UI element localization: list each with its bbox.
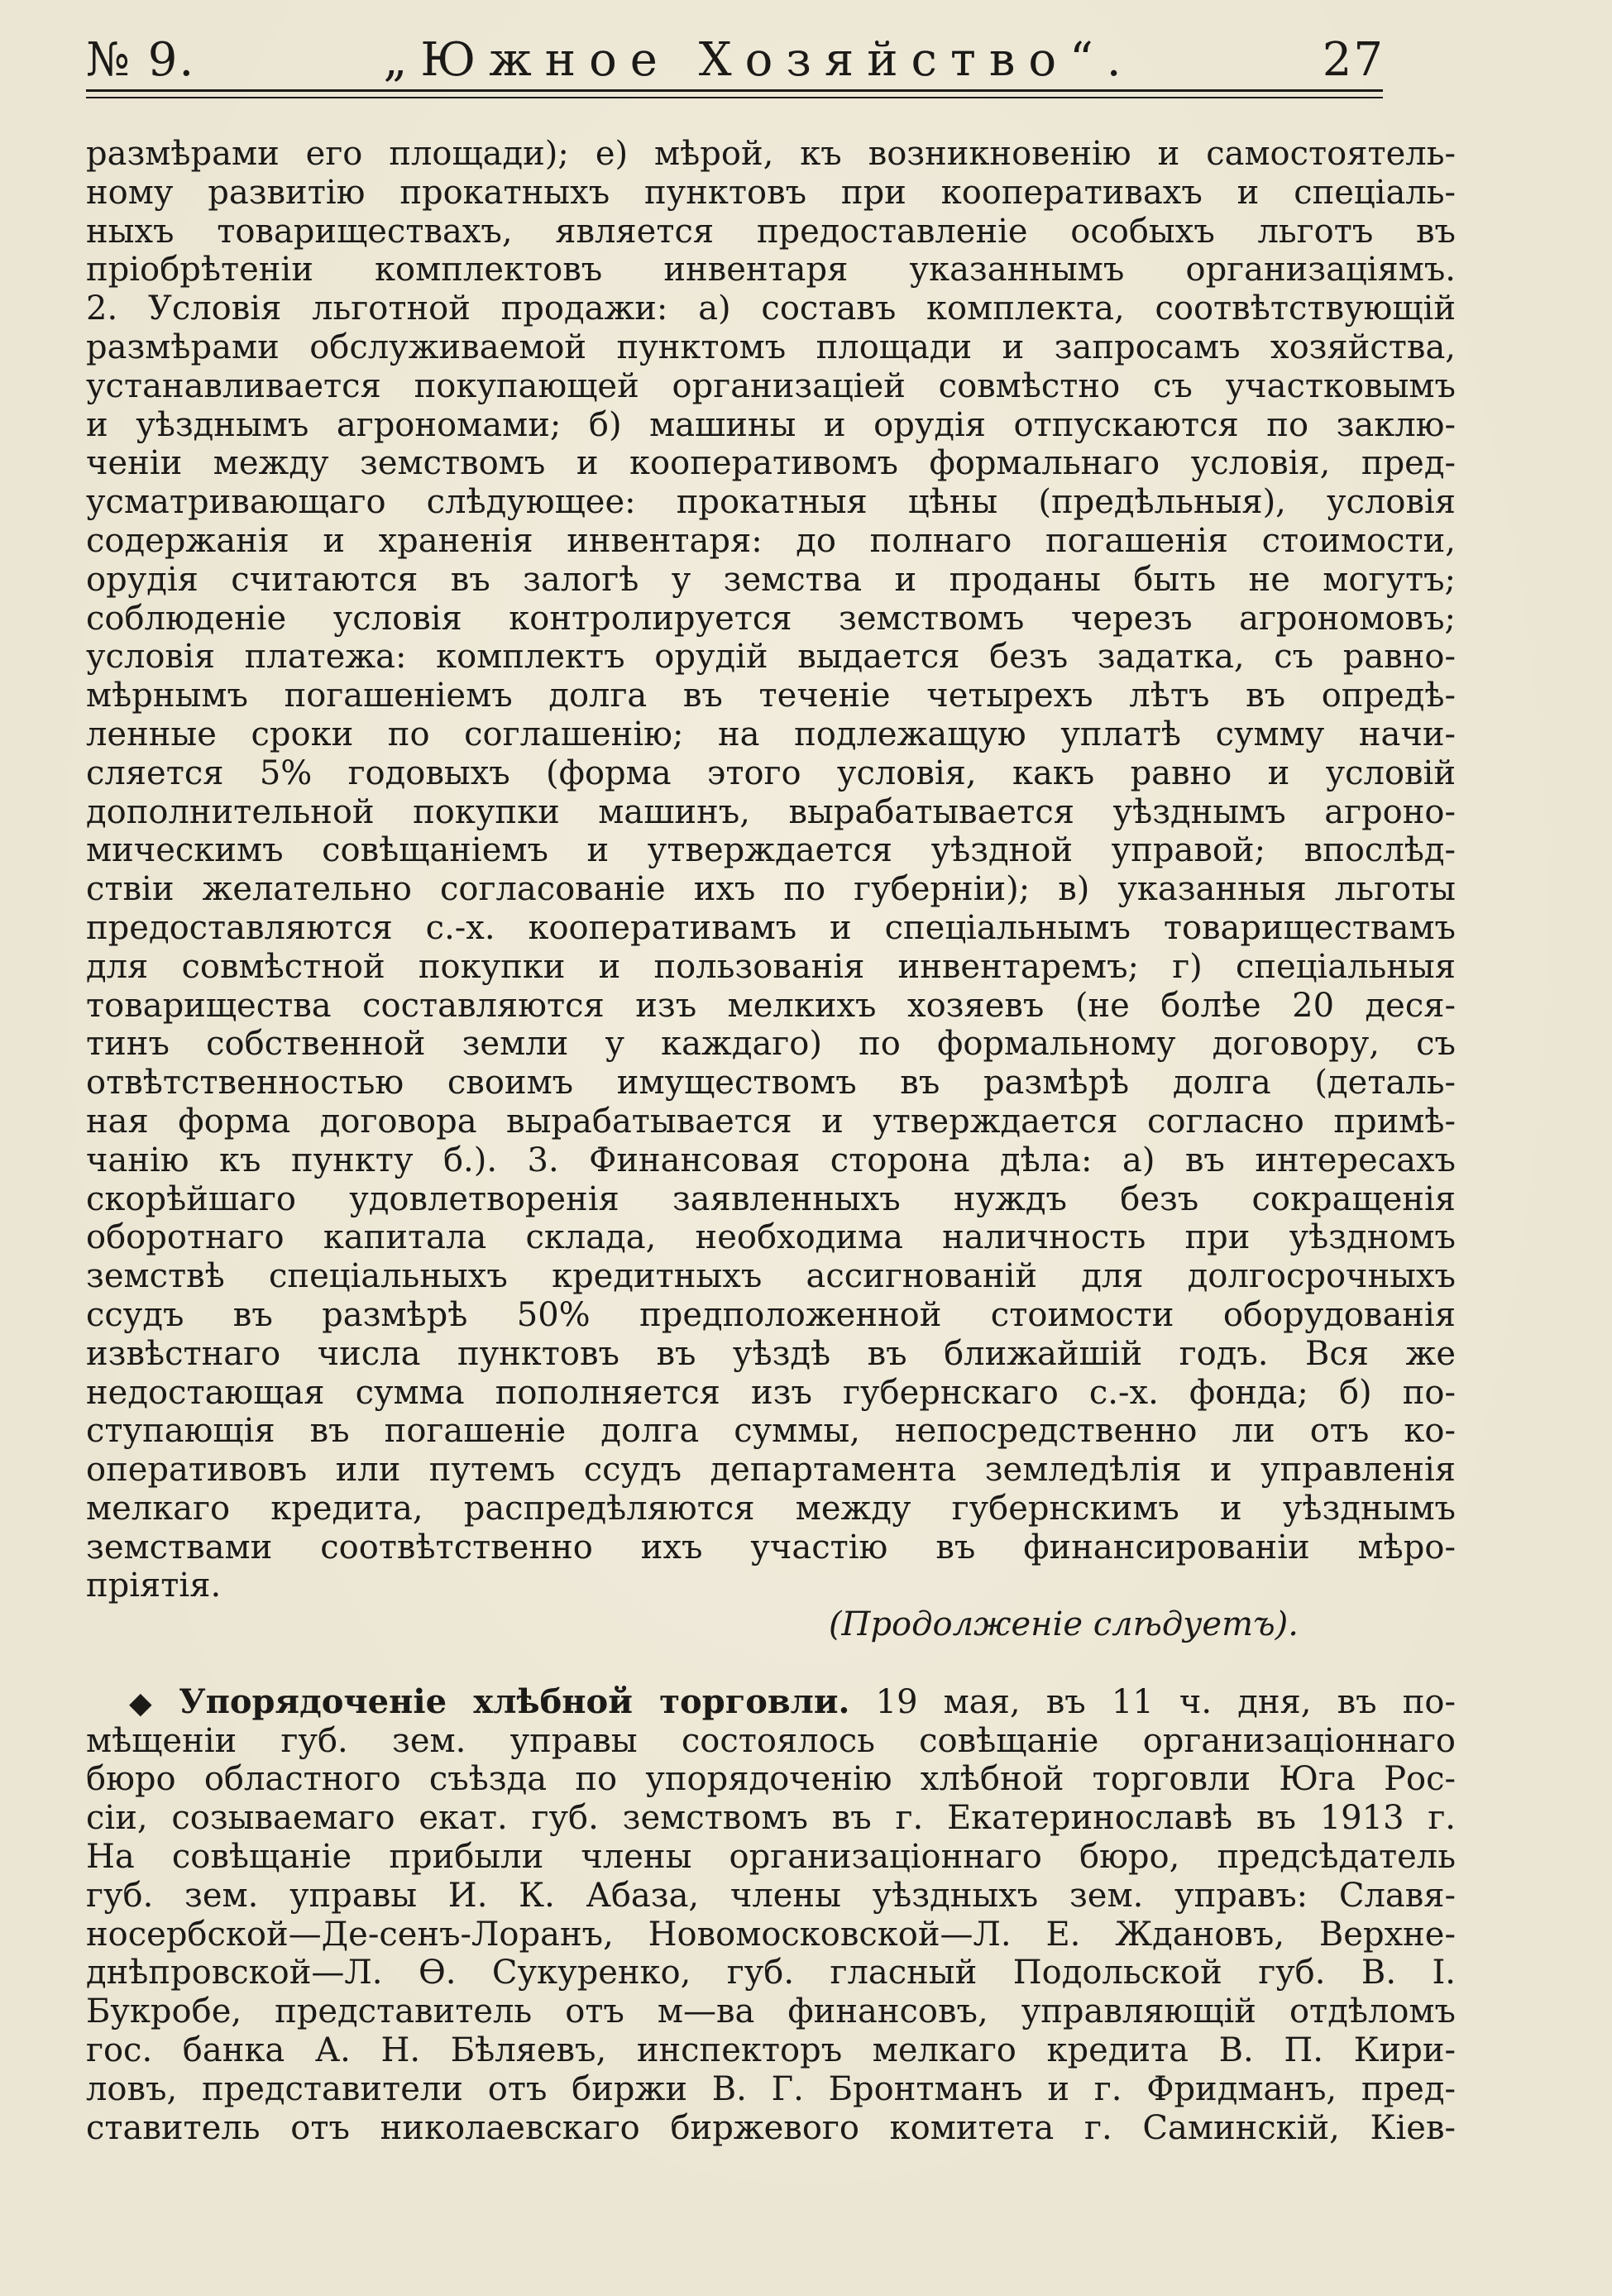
text-line: мѣрнымъ погашеніемъ долга въ теченіе четырехъ лѣтъ въ опредѣ- [86, 677, 1456, 715]
text-line: сіи, созываемаго екат. губ. земствомъ въ г. Екатеринославѣ въ 1913 г. [86, 1799, 1456, 1838]
running-header [86, 33, 1385, 96]
text-line: устанавливается покупающей организаціей совмѣстно съ участковымъ [86, 366, 1456, 405]
text-line: отвѣтственностью своимъ имуществомъ въ размѣрѣ долга (деталь- [86, 1064, 1456, 1103]
text-line: мѣщеніи губ. зем. управы состоялось совѣщаніе организаціоннаго [86, 1721, 1456, 1760]
text-line: На совѣщаніе прибыли члены организаціоннаго бюро, предсѣдатель [86, 1838, 1456, 1877]
continuation-note: (Продолженіе слѣдуетъ). [828, 1605, 1299, 1644]
text-line: товарищества составляются изъ мелкихъ хозяевъ (не болѣе 20 деся- [86, 986, 1456, 1025]
text-line: ная форма договора вырабатывается и утверждается согласно примѣ- [86, 1102, 1456, 1141]
text-line: 2. Условія льготной продажи: а) составъ комплекта, соотвѣтствующій [86, 289, 1456, 328]
text-line: днѣпровской—Л. Ѳ. Сукуренко, губ. гласный Подольской губ. В. І. [86, 1954, 1456, 1992]
text-line: ствіи желательно согласованіе ихъ по губерніи); в) указанныя льготы [86, 870, 1456, 909]
text-line: земствѣ спеціальныхъ кредитныхъ ассигнованій для долгосрочныхъ [86, 1257, 1456, 1296]
text-line: оперативовъ или путемъ ссудъ департамента земледѣлія и управленія [86, 1451, 1456, 1490]
text-line: содержанія и храненія инвентаря: до полнаго погашенія стоимости, [86, 521, 1456, 560]
section-heading: Упорядоченіе хлѣбной торговли. [179, 1682, 850, 1721]
text-line: дополнительной покупки машинъ, вырабатывается уѣзднымъ агроно- [86, 792, 1456, 831]
text-line: носербской—Де-сенъ-Лоранъ, Новомосковской—Л. Е. Ждановъ, Верхне- [86, 1915, 1456, 1954]
text-line: размѣрами его площади); е) мѣрой, къ возникновенію и самостоятель- [86, 135, 1456, 173]
text-line: условія платежа: комплектъ орудій выдается безъ задатка, съ равно- [86, 638, 1456, 677]
text-line: ссудъ въ размѣрѣ 50% предположенной стоимости оборудованія [86, 1295, 1456, 1334]
lead-line-text: 19 мая, въ 11 ч. дня, въ по- [849, 1682, 1456, 1721]
text-line: пріобрѣтеніи комплектовъ инвентаря указаннымъ организаціямъ. [86, 251, 1456, 289]
text-line: земствами соотвѣтственно ихъ участію въ финансированіи мѣро- [86, 1528, 1456, 1567]
section-marker-icon: ◆ [129, 1686, 168, 1720]
text-line: орудія считаются въ залогѣ у земства и проданы быть не могутъ; [86, 560, 1456, 599]
text-line: предоставляются с.-х. кооперативамъ и спеціальнымъ товариществамъ [86, 908, 1456, 947]
text-line: сляется 5% годовыхъ (форма этого условія, какъ равно и условій [86, 753, 1456, 792]
text-line: ныхъ товариществахъ, является предоставленіе особыхъ льготъ въ [86, 212, 1456, 251]
text-line: тинъ собственной земли у каждаго) по формальному договору, съ [86, 1025, 1456, 1064]
text-line: для совмѣстной покупки и пользованія инвентаремъ; г) спеціальныя [86, 947, 1456, 986]
text-line: усматривающаго слѣдующее: прокатныя цѣны (предѣльныя), условія [86, 483, 1456, 522]
issue-number: № 9. [86, 33, 196, 87]
text-line: ному развитію прокатныхъ пунктовъ при кооперативахъ и спеціаль- [86, 173, 1456, 212]
text-line: соблюденіе условія контролируется земствомъ черезъ агрономовъ; [86, 599, 1456, 638]
text-line: бюро областного съѣзда по упорядоченію хлѣбной торговли Юга Рос- [86, 1760, 1456, 1799]
header-rule-thin [86, 97, 1383, 98]
page-body [86, 135, 1456, 2147]
text-line: мическимъ совѣщаніемъ и утверждается уѣздной управой; впослѣд- [86, 831, 1456, 870]
text-line: недостающая сумма пополняется изъ губернскаго с.-х. фонда; б) по- [86, 1373, 1456, 1412]
header-rule-thick [86, 89, 1383, 92]
text-line: и уѣзднымъ агрономами; б) машины и орудія отпускаются по заклю- [86, 405, 1456, 444]
text-line: извѣстнаго числа пунктовъ въ уѣздѣ въ ближайшій годъ. Вся же [86, 1334, 1456, 1373]
text-line: гос. банка А. Н. Бѣляевъ, инспекторъ мелкаго кредита В. П. Кири- [86, 2031, 1456, 2070]
text-line: чанію къ пункту б.). 3. Финансовая сторона дѣла: а) въ интересахъ [86, 1141, 1456, 1179]
journal-title: „Южное Хозяйство“. [383, 33, 1135, 87]
text-line: мелкаго кредита, распредѣляются между губернскимъ и уѣзднымъ [86, 1489, 1456, 1528]
page-number: 27 [1322, 33, 1385, 87]
text-line: пріятія. [86, 1567, 222, 1605]
section-lead-line [86, 1683, 1456, 1722]
text-line: ступающія въ погашеніе долга суммы, непосредственно ли отъ ко- [86, 1412, 1456, 1451]
text-line: оборотнаго капитала склада, необходима наличность при уѣздномъ [86, 1218, 1456, 1257]
text-line: ставитель отъ николаевскаго биржевого комитета г. Саминскій, Кіев- [86, 2108, 1456, 2147]
text-line: губ. зем. управы И. К. Абаза, члены уѣздныхъ зем. управъ: Славя- [86, 1876, 1456, 1915]
text-line: скорѣйшаго удовлетворенія заявленныхъ нуждъ безъ сокращенія [86, 1179, 1456, 1218]
text-line: ленные сроки по соглашенію; на подлежащую уплатѣ сумму начи- [86, 715, 1456, 753]
text-line: размѣрами обслуживаемой пунктомъ площади и запросамъ хозяйства, [86, 328, 1456, 366]
text-line: Букробе, представитель отъ м—ва финансовъ, управляющій отдѣломъ [86, 1992, 1456, 2031]
text-line: ловъ, представители отъ биржи В. Г. Бронтманъ и г. Фридманъ, пред- [86, 2069, 1456, 2108]
section-spacer [86, 1644, 1456, 1683]
text-line: ченіи между земствомъ и кооперативомъ формальнаго условія, пред- [86, 444, 1456, 483]
